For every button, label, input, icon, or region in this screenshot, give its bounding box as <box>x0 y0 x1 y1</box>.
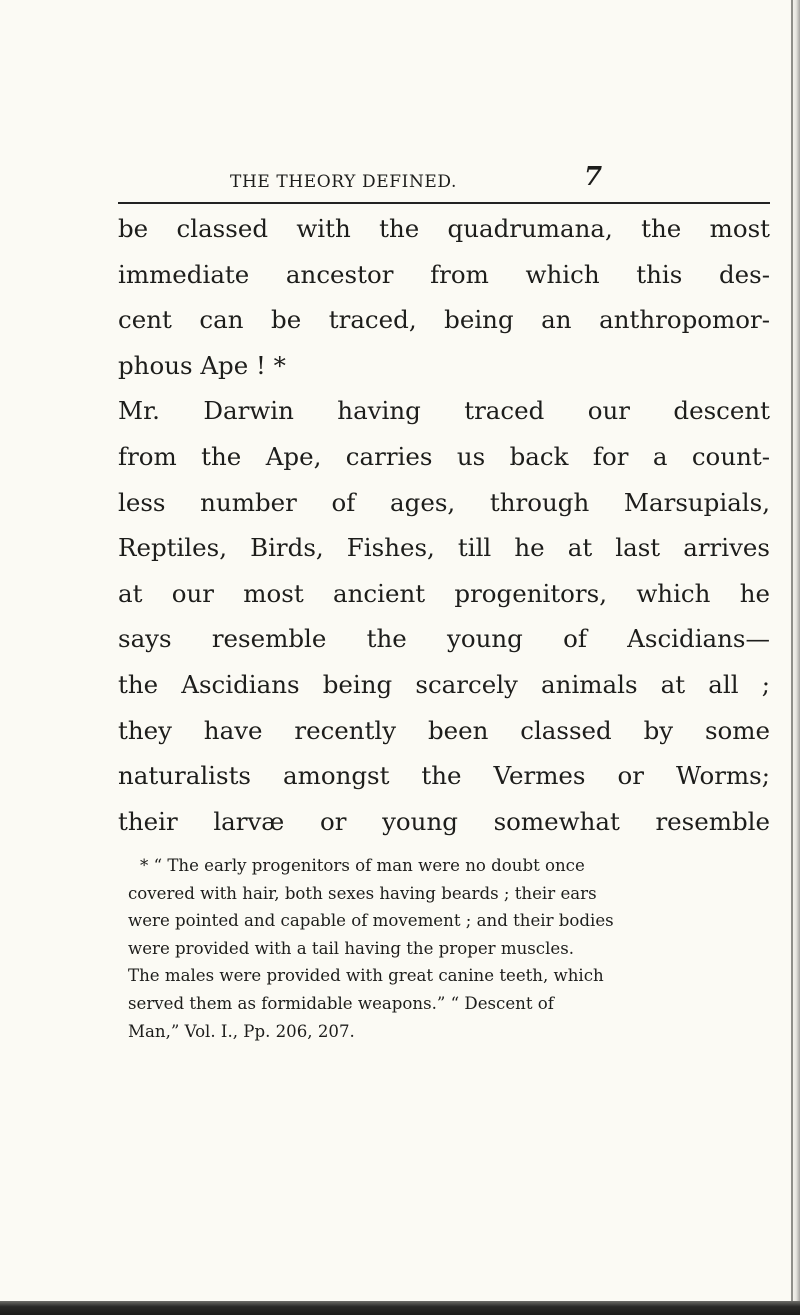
header-rule <box>118 202 770 204</box>
body-line: at our most ancient progenitors, which he <box>118 578 770 608</box>
body-line: immediate ancestor from which this des- <box>118 259 770 289</box>
body-line: their larvæ or young somewhat resemble <box>118 806 770 836</box>
body-line: they have recently been classed by some <box>118 715 770 745</box>
running-head <box>110 162 770 200</box>
footnote-line: Man,” Vol. I., Pp. 206, 207. <box>128 1021 355 1041</box>
running-title: THE THEORY DEFINED. <box>230 172 458 192</box>
body-line: naturalists amongst the Vermes or Worms; <box>118 761 770 791</box>
body-line: less number of ages, through Marsupials, <box>118 487 770 517</box>
body-line: says resemble the young of Ascidians— <box>118 624 770 654</box>
footnote-line: were pointed and capable of movement ; and their bodies <box>128 911 614 931</box>
page-edge-line <box>791 0 793 1315</box>
footnote-line: were provided with a tail having the proper muscles. <box>128 938 575 958</box>
body-line: phous Ape ! * <box>118 350 286 380</box>
body-line: the Ascidians being scarcely animals at all ; <box>118 669 770 699</box>
scan-bottom-edge <box>0 1301 800 1315</box>
footnote-line: served them as formidable weapons.” “ Descent of <box>128 993 554 1013</box>
body-line: Reptiles, Birds, Fishes, till he at last arrives <box>118 533 770 563</box>
footnote-line: The males were provided with great canine teeth, which <box>128 966 604 986</box>
body-text <box>118 206 770 844</box>
body-line: be classed with the quadrumana, the most <box>118 214 770 243</box>
page-number: 7 <box>584 162 603 192</box>
footnote <box>128 852 770 1045</box>
footnote-line: * “ The early progenitors of man were no doubt once <box>140 856 585 875</box>
body-line: cent can be traced, being an anthropomor- <box>118 305 770 335</box>
footnote-line: covered with hair, both sexes having beards ; their ears <box>128 883 597 903</box>
body-line: from the Ape, carries us back for a count- <box>118 441 770 471</box>
body-line: Mr. Darwin having traced our descent <box>118 396 770 426</box>
